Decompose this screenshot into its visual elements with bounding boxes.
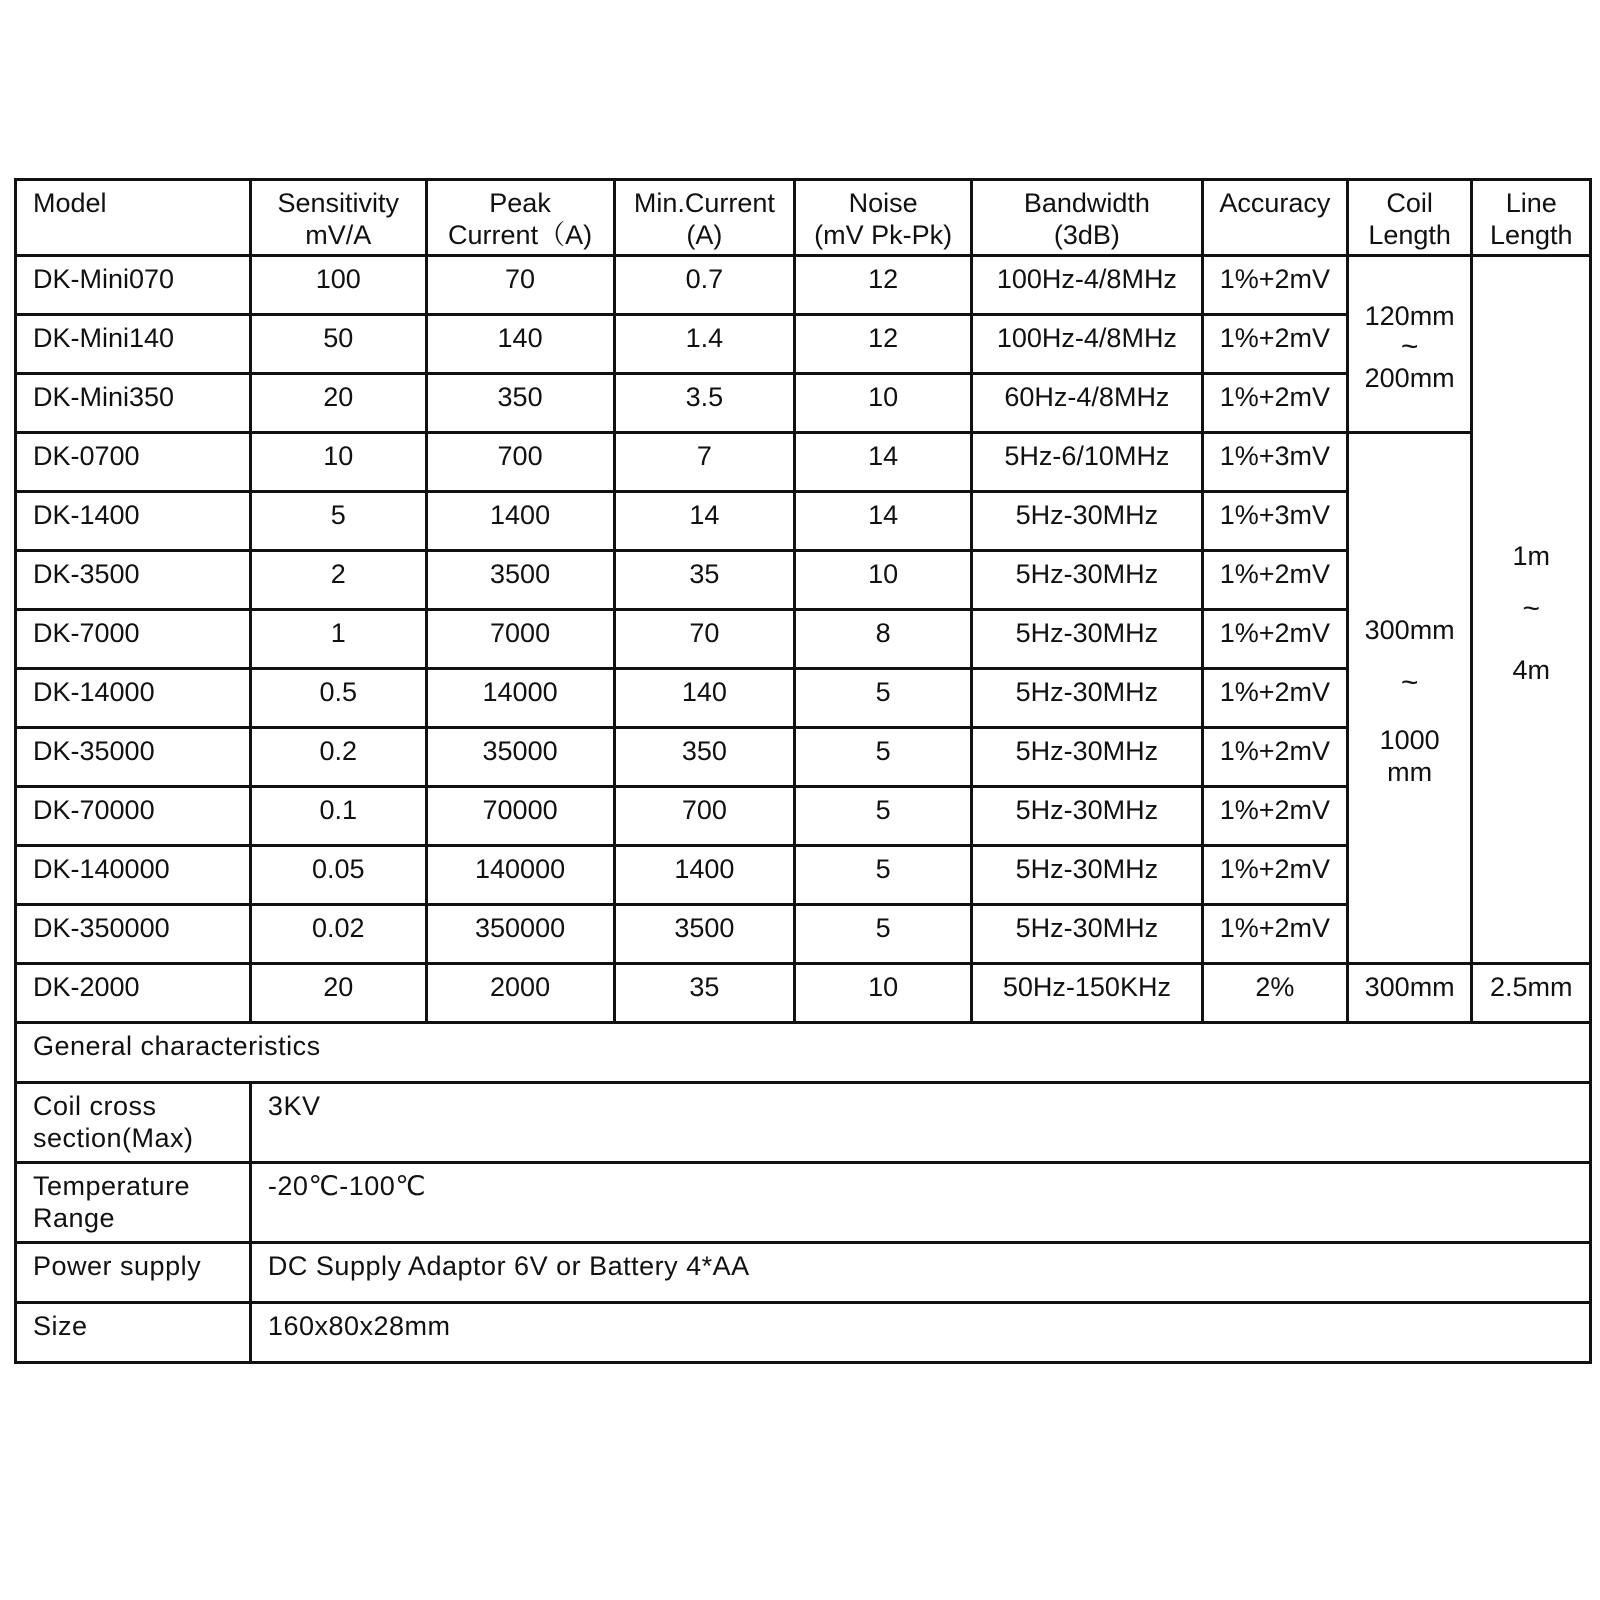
header-sensitivity (250, 180, 426, 256)
sensitivity-cell: 1 (250, 610, 426, 669)
header-model: Model (16, 180, 251, 256)
line-range-from: 1m (1512, 540, 1550, 571)
general-label: Power supply (16, 1243, 251, 1303)
peak-current-cell: 7000 (426, 610, 614, 669)
general-value: 160x80x28mm (250, 1303, 1590, 1363)
line-length-cell: 2.5mm (1472, 964, 1591, 1023)
general-row-power-supply (16, 1243, 1591, 1303)
general-label (16, 1083, 251, 1163)
peak-current-cell: 3500 (426, 551, 614, 610)
header-line-line1: Line (1505, 188, 1557, 218)
bandwidth-cell: 5Hz-30MHz (972, 669, 1203, 728)
coil-length-range (1347, 433, 1472, 964)
header-row (16, 180, 1591, 256)
table-row (16, 256, 1591, 315)
bandwidth-cell: 5Hz-30MHz (972, 905, 1203, 964)
peak-current-cell: 2000 (426, 964, 614, 1023)
min-current-cell: 35 (614, 551, 795, 610)
bandwidth-cell: 100Hz-4/8MHz (972, 315, 1203, 374)
sensitivity-cell: 0.1 (250, 787, 426, 846)
accuracy-cell: 1%+2mV (1202, 787, 1347, 846)
coil-range-to: 200mm (1364, 363, 1455, 393)
noise-cell: 5 (795, 787, 972, 846)
general-row-size (16, 1303, 1591, 1363)
sensitivity-cell: 10 (250, 433, 426, 492)
coil-length-range-mini (1347, 256, 1472, 433)
min-current-cell: 1400 (614, 846, 795, 905)
model-cell: DK-14000 (16, 669, 251, 728)
min-current-cell: 3500 (614, 905, 795, 964)
sensitivity-cell: 0.02 (250, 905, 426, 964)
model-cell: DK-1400 (16, 492, 251, 551)
sensitivity-cell: 5 (250, 492, 426, 551)
noise-cell: 12 (795, 256, 972, 315)
header-coil-line2: Length (1368, 220, 1451, 250)
coil-range-to-line2: mm (1387, 757, 1433, 787)
min-current-cell: 70 (614, 610, 795, 669)
header-noise-line1: Noise (848, 188, 918, 218)
peak-current-cell: 700 (426, 433, 614, 492)
header-peak-line1: Peak (489, 188, 551, 218)
coil-range-sep: ~ (1400, 666, 1419, 699)
header-sensitivity-line2: mV/A (305, 220, 372, 250)
noise-cell: 5 (795, 728, 972, 787)
noise-cell: 10 (795, 551, 972, 610)
coil-range-sep: ~ (1400, 330, 1419, 363)
model-cell: DK-140000 (16, 846, 251, 905)
spec-table (14, 178, 1592, 1364)
accuracy-cell: 1%+2mV (1202, 905, 1347, 964)
peak-current-cell: 1400 (426, 492, 614, 551)
noise-cell: 10 (795, 374, 972, 433)
sensitivity-cell: 100 (250, 256, 426, 315)
bandwidth-cell: 60Hz-4/8MHz (972, 374, 1203, 433)
header-line-length (1472, 180, 1591, 256)
accuracy-cell: 1%+3mV (1202, 492, 1347, 551)
noise-cell: 8 (795, 610, 972, 669)
bandwidth-cell: 5Hz-6/10MHz (972, 433, 1203, 492)
bandwidth-cell: 5Hz-30MHz (972, 728, 1203, 787)
min-current-cell: 3.5 (614, 374, 795, 433)
model-cell: DK-3500 (16, 551, 251, 610)
bandwidth-cell: 5Hz-30MHz (972, 787, 1203, 846)
min-current-cell: 700 (614, 787, 795, 846)
accuracy-cell: 1%+2mV (1202, 610, 1347, 669)
line-length-range (1472, 256, 1591, 964)
model-cell: DK-350000 (16, 905, 251, 964)
peak-current-cell: 35000 (426, 728, 614, 787)
model-cell: DK-35000 (16, 728, 251, 787)
bandwidth-cell: 50Hz-150KHz (972, 964, 1203, 1023)
accuracy-cell: 2% (1202, 964, 1347, 1023)
coil-range-from: 300mm (1364, 615, 1455, 645)
general-label-line1: Coil cross (33, 1091, 157, 1121)
general-label-line2: section(Max) (33, 1123, 194, 1153)
spec-table-container (14, 178, 1592, 1364)
noise-cell: 5 (795, 669, 972, 728)
coil-range-from: 120mm (1364, 301, 1455, 331)
general-value: 3KV (250, 1083, 1590, 1163)
peak-current-cell: 350000 (426, 905, 614, 964)
accuracy-cell: 1%+2mV (1202, 374, 1347, 433)
header-min-current-line1: Min.Current (633, 188, 775, 218)
general-label-line2: Range (33, 1203, 116, 1233)
bandwidth-cell: 5Hz-30MHz (972, 551, 1203, 610)
model-cell: DK-Mini350 (16, 374, 251, 433)
min-current-cell: 1.4 (614, 315, 795, 374)
noise-cell: 10 (795, 964, 972, 1023)
peak-current-cell: 140000 (426, 846, 614, 905)
sensitivity-cell: 0.05 (250, 846, 426, 905)
accuracy-cell: 1%+2mV (1202, 669, 1347, 728)
header-bandwidth (972, 180, 1203, 256)
header-bandwidth-line1: Bandwidth (1023, 188, 1150, 218)
accuracy-cell: 1%+2mV (1202, 315, 1347, 374)
general-row-coil-cross (16, 1083, 1591, 1163)
general-characteristics (16, 1023, 1591, 1363)
peak-current-cell: 350 (426, 374, 614, 433)
accuracy-cell: 1%+2mV (1202, 551, 1347, 610)
noise-cell: 5 (795, 846, 972, 905)
table-row (16, 433, 1591, 492)
sensitivity-cell: 2 (250, 551, 426, 610)
min-current-cell: 350 (614, 728, 795, 787)
line-range-sep: ~ (1522, 591, 1540, 625)
general-title: General characteristics (16, 1023, 1591, 1083)
noise-cell: 5 (795, 905, 972, 964)
header-peak-current (426, 180, 614, 256)
general-value: DC Supply Adaptor 6V or Battery 4*AA (250, 1243, 1590, 1303)
accuracy-cell: 1%+2mV (1202, 846, 1347, 905)
coil-length-cell: 300mm (1347, 964, 1472, 1023)
general-label (16, 1163, 251, 1243)
bandwidth-cell: 5Hz-30MHz (972, 610, 1203, 669)
noise-cell: 14 (795, 492, 972, 551)
header-min-current (614, 180, 795, 256)
header-coil-line1: Coil (1386, 188, 1433, 218)
general-label: Size (16, 1303, 251, 1363)
model-cell: DK-2000 (16, 964, 251, 1023)
bandwidth-cell: 5Hz-30MHz (972, 492, 1203, 551)
coil-range-to-line1: 1000 (1379, 725, 1440, 755)
general-row-temperature (16, 1163, 1591, 1243)
peak-current-cell: 140 (426, 315, 614, 374)
peak-current-cell: 70000 (426, 787, 614, 846)
header-accuracy: Accuracy (1202, 180, 1347, 256)
model-rows (16, 256, 1591, 1023)
peak-current-cell: 14000 (426, 669, 614, 728)
bandwidth-cell: 100Hz-4/8MHz (972, 256, 1203, 315)
sensitivity-cell: 20 (250, 964, 426, 1023)
sensitivity-cell: 20 (250, 374, 426, 433)
sensitivity-cell: 50 (250, 315, 426, 374)
accuracy-cell: 1%+2mV (1202, 728, 1347, 787)
min-current-cell: 35 (614, 964, 795, 1023)
min-current-cell: 7 (614, 433, 795, 492)
model-cell: DK-70000 (16, 787, 251, 846)
accuracy-cell: 1%+3mV (1202, 433, 1347, 492)
general-label-line1: Temperature (33, 1171, 191, 1201)
table-row (16, 964, 1591, 1023)
sensitivity-cell: 0.5 (250, 669, 426, 728)
peak-current-cell: 70 (426, 256, 614, 315)
header-noise (795, 180, 972, 256)
header-peak-line2: Current（A) (448, 220, 593, 250)
model-cell: DK-Mini070 (16, 256, 251, 315)
min-current-cell: 14 (614, 492, 795, 551)
sensitivity-cell: 0.2 (250, 728, 426, 787)
min-current-cell: 140 (614, 669, 795, 728)
header-coil-length (1347, 180, 1472, 256)
header-noise-line2: (mV Pk-Pk) (814, 220, 953, 250)
min-current-cell: 0.7 (614, 256, 795, 315)
model-cell: DK-0700 (16, 433, 251, 492)
accuracy-cell: 1%+2mV (1202, 256, 1347, 315)
general-value: -20℃-100℃ (250, 1163, 1590, 1243)
model-cell: DK-Mini140 (16, 315, 251, 374)
noise-cell: 14 (795, 433, 972, 492)
noise-cell: 12 (795, 315, 972, 374)
header-min-current-line2: (A) (686, 220, 723, 250)
header-sensitivity-line1: Sensitivity (277, 188, 400, 218)
bandwidth-cell: 5Hz-30MHz (972, 846, 1203, 905)
model-cell: DK-7000 (16, 610, 251, 669)
header-bandwidth-line2: (3dB) (1053, 220, 1120, 250)
line-range-to: 4m (1512, 654, 1550, 685)
header-line-line2: Length (1489, 220, 1573, 250)
general-title-row (16, 1023, 1591, 1083)
